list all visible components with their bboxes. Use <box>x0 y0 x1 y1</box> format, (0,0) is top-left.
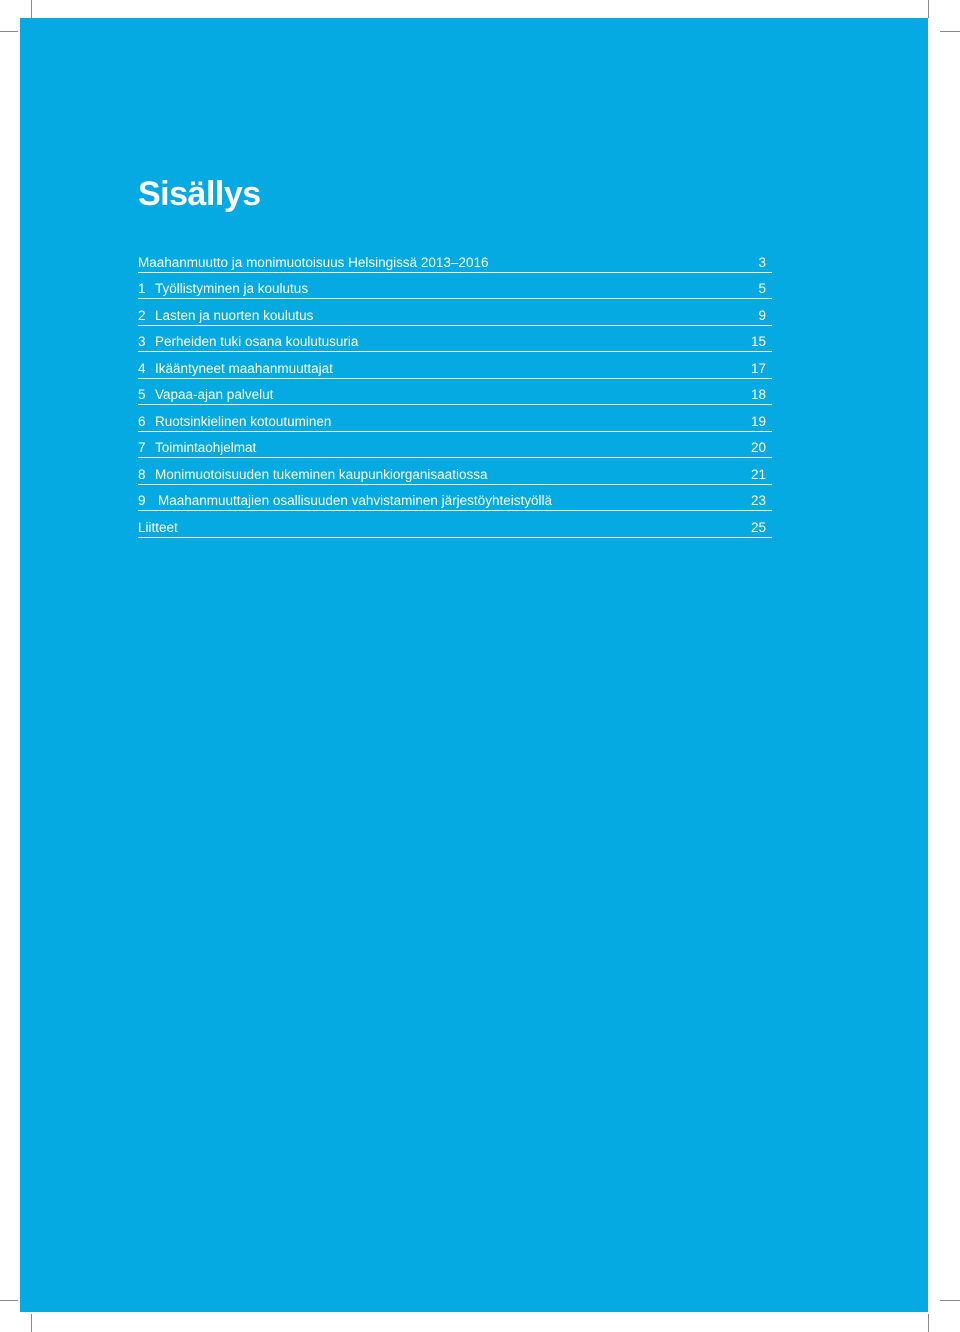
toc-entry-page: 15 <box>750 334 766 349</box>
toc-entry-label: Maahanmuuttajien osallisuuden vahvistaminen järjestöyhteistyöllä <box>158 493 552 508</box>
toc-entry-page: 25 <box>750 519 766 535</box>
toc-entry-label: Monimuotoisuuden tukeminen kaupunkiorganisaatiossa <box>155 466 488 482</box>
toc-entry-page: 21 <box>750 466 766 482</box>
crop-mark-bottom-right-horizontal <box>940 1300 960 1301</box>
crop-mark-top-right-horizontal <box>940 31 960 32</box>
toc-entry-label: Lasten ja nuorten koulutus <box>155 307 314 323</box>
toc-entry-page: 5 <box>758 281 766 296</box>
toc-entry-page: 17 <box>750 360 766 376</box>
toc-entry-number: 6 <box>138 413 146 429</box>
crop-mark-top-left-horizontal <box>0 31 18 32</box>
crop-mark-bottom-right-vertical <box>928 1314 929 1332</box>
toc-entry-number: 4 <box>138 360 146 376</box>
toc-entry-label: Ikääntyneet maahanmuuttajat <box>155 360 333 376</box>
toc-entry-5 <box>138 379 772 406</box>
crop-mark-top-right-vertical <box>928 0 929 18</box>
toc-entry-number: 2 <box>138 307 146 323</box>
toc-entry-6 <box>138 405 772 432</box>
table-of-contents <box>138 246 772 538</box>
toc-entry-page: 19 <box>750 413 766 429</box>
toc-entry-label: Perheiden tuki osana koulutusuria <box>155 334 359 349</box>
toc-entry-appendices <box>138 511 772 538</box>
crop-mark-bottom-left-vertical <box>31 1314 32 1332</box>
toc-entry-label: Maahanmuutto ja monimuotoisuus Helsingissä 2013–2016 <box>138 254 489 270</box>
toc-entry-number: 5 <box>138 387 146 402</box>
toc-entry-page: 23 <box>750 493 766 508</box>
crop-mark-top-left-vertical <box>31 0 32 18</box>
crop-mark-bottom-left-horizontal <box>0 1300 18 1301</box>
toc-entry-label: Työllistyminen ja koulutus <box>155 281 309 296</box>
document-page <box>20 18 928 1312</box>
page-title: Sisällys <box>138 175 261 213</box>
toc-entry-page: 3 <box>758 254 766 270</box>
toc-entry-number: 8 <box>138 466 146 482</box>
toc-entry-1 <box>138 273 772 300</box>
toc-entry-8 <box>138 458 772 485</box>
toc-entry-2 <box>138 299 772 326</box>
toc-entry-number: 1 <box>138 281 146 296</box>
toc-entry-page: 20 <box>750 440 766 455</box>
toc-entry-page: 9 <box>758 307 766 323</box>
toc-entry-7 <box>138 432 772 459</box>
toc-entry-4 <box>138 352 772 379</box>
toc-entry-label: Liitteet <box>138 519 178 535</box>
toc-entry-label: Toimintaohjelmat <box>155 440 257 455</box>
toc-entry-intro <box>138 246 772 273</box>
toc-entry-9 <box>138 485 772 512</box>
toc-entry-label: Ruotsinkielinen kotoutuminen <box>155 413 332 429</box>
toc-entry-label: Vapaa-ajan palvelut <box>155 387 274 402</box>
toc-entry-number: 9 <box>138 493 146 508</box>
toc-entry-number: 3 <box>138 334 146 349</box>
toc-entry-3 <box>138 326 772 353</box>
toc-entry-number: 7 <box>138 440 146 455</box>
toc-entry-page: 18 <box>750 387 766 402</box>
